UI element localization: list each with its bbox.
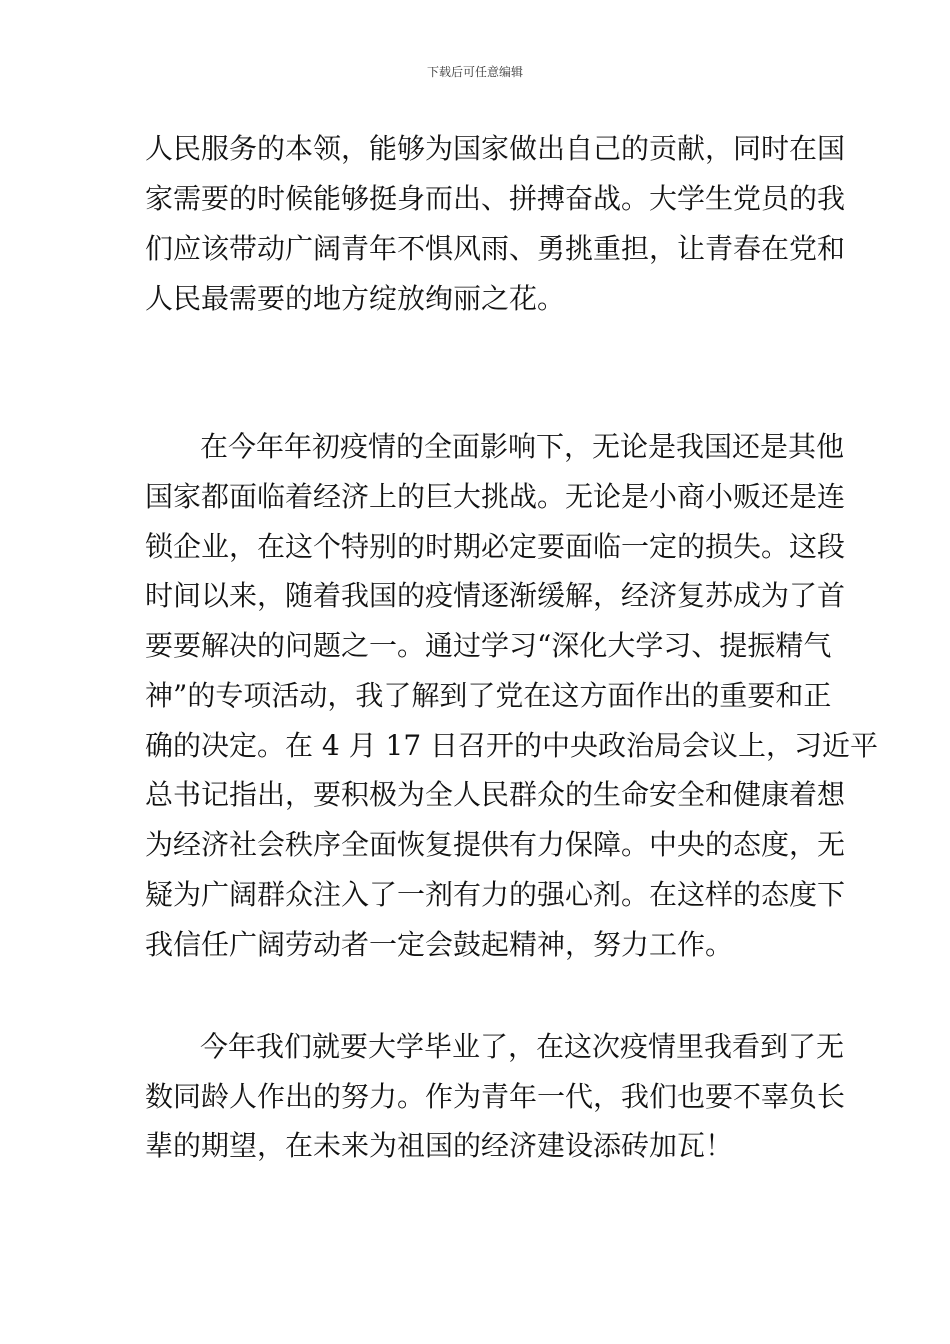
paragraph-1-line-2: 家需要的时候能够挺身而出、拼搏奋战。大学生党员的我: [145, 182, 846, 215]
paragraph-2-line-7: 确的决定。在 4 月 17 日召开的中央政治局会议上，习近平: [145, 729, 879, 762]
page-header: 下载后可任意编辑: [426, 65, 523, 79]
paragraph-2-line-10: 疑为广阔群众注入了一剂有力的强心剂。在这样的态度下: [145, 878, 846, 911]
paragraph-2-line-3: 锁企业，在这个特别的时期必定要面临一定的损失。这段: [145, 530, 846, 563]
paragraph-3-line-1: 今年我们就要大学毕业了，在这次疫情里我看到了无: [200, 1030, 845, 1063]
paragraph-2-line-6: 神”的专项活动，我了解到了党在这方面作出的重要和正: [145, 679, 832, 712]
paragraph-1-line-3: 们应该带动广阔青年不惧风雨、勇挑重担，让青春在党和: [145, 232, 846, 265]
paragraph-2-line-9: 为经济社会秩序全面恢复提供有力保障。中央的态度，无: [145, 828, 846, 861]
paragraph-2-line-8: 总书记指出，要积极为全人民群众的生命安全和健康着想: [145, 778, 846, 811]
paragraph-2-line-5: 要要解决的问题之一。通过学习“深化大学习、提振精气: [145, 629, 832, 662]
paragraph-2-line-11: 我信任广阔劳动者一定会鼓起精神，努力工作。: [145, 928, 734, 961]
paragraph-1-line-4: 人民最需要的地方绽放绚丽之花。: [145, 282, 566, 315]
paragraph-2-line-2: 国家都面临着经济上的巨大挑战。无论是小商小贩还是连: [145, 480, 846, 513]
paragraph-1-line-1: 人民服务的本领，能够为国家做出自己的贡献，同时在国: [145, 132, 846, 165]
paragraph-3-line-3: 辈的期望，在未来为祖国的经济建设添砖加瓦！: [145, 1129, 734, 1162]
paragraph-3-line-2: 数同龄人作出的努力。作为青年一代，我们也要不辜负长: [145, 1080, 846, 1113]
paragraph-2-line-4: 时间以来，随着我国的疫情逐渐缓解，经济复苏成为了首: [145, 579, 846, 612]
paragraph-2-line-1: 在今年年初疫情的全面影响下，无论是我国还是其他: [200, 430, 845, 463]
